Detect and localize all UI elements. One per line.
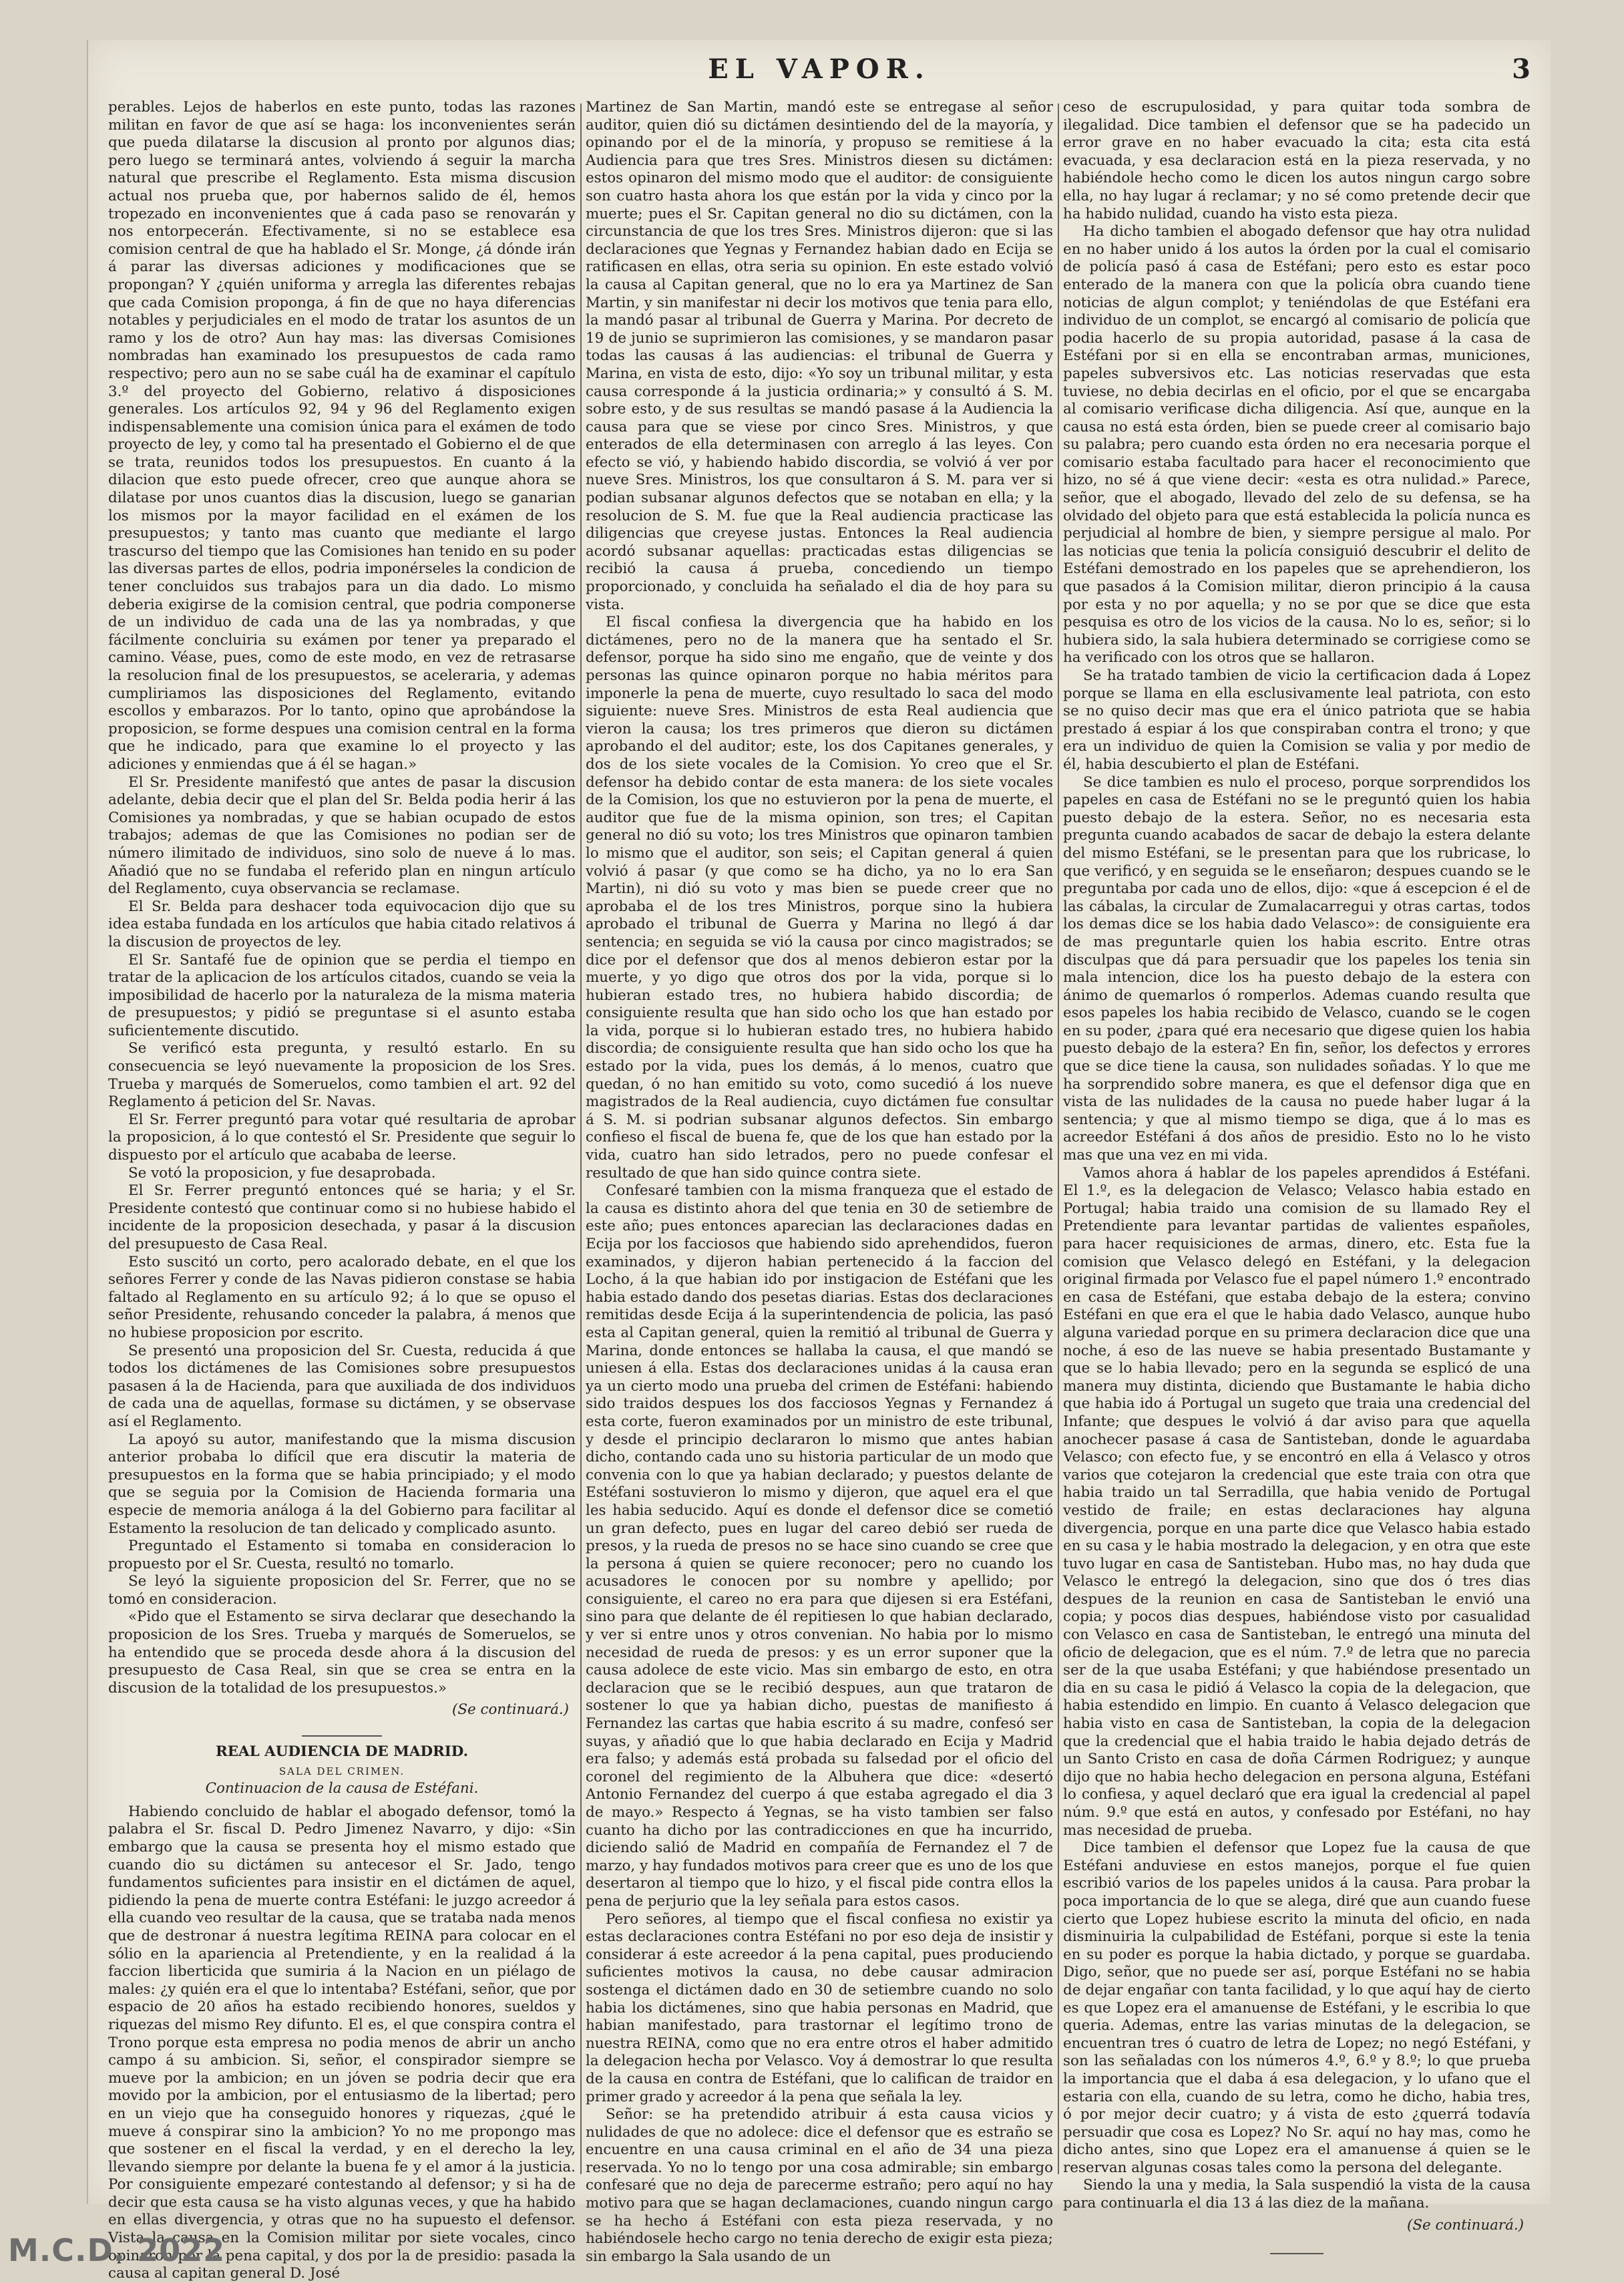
paragraph: El Sr. Presidente manifestó que antes de pasar la discusion adelante, debia decir que el plan del Sr. Belda podia herir á las Comisiones ya nombradas, y que se habian ocupado de estos trabajos; ademas de que las Comisiones no podian ser de número ilimitado de individuos, sino solo de nueve á lo mas. Añadió que no se fundaba el referido plan en ningun artículo del Reglamento, cuya observancia se reclamase. <box>108 773 576 898</box>
paragraph: El Sr. Santafé fue de opinion que se perdia el tiempo en tratar de la aplicacion de los artículos citados, cuando se veia la imposibilidad de hacerlo por la naturaleza de la misma materia de presupuestos; y pidió se preguntase si el asunto estaba suficientemente discutido. <box>108 951 576 1039</box>
continuation-note: (Se continuará.) <box>1407 2216 1524 2234</box>
paragraph: Se dice tambien es nulo el proceso, porque sorprendidos los papeles en casa de Estéfani no se le preguntó quien los habia puesto debajo de la estera. Señor, no es necesaria esta pregunta cuando acabados de sacar de debajo la estera delante del mismo Estéfani, se le presentan para que los rubricase, lo que verificó, y en seguida se le enseñaron; despues cuando se le preguntaba por cada uno de ellos, dijo: «que á escepcion é el de las cábalas, la circular de Zumalacarregui y otras cartas, todos los demas dice se los habia dado Velasco»: de consiguiente era de mas preguntarle quien los habia escrito. Entre otras disculpas que dá para persuadir que los papeles los tenia sin mala intencion, dice los ha puesto debajo de la estera con ánimo de quemarlos ó romperlos. Ademas cuando resulta que esos papeles los habia recibido de Velasco, cuando se le cogen en su poder, ¿para qué era necesario que digese quien los habia puesto debajo de la estera? En fin, señor, los defectos y errores que se dice tiene la causa, son nulidades soñadas. Y lo que me ha sorprendido sobre manera, es que el defensor diga que en vista de las nulidades de la causa no puede haber lugar á la sentencia; y que al mismo tiempo se diga, que á lo mas es acreedor Estéfani á dos años de presidio. Esto no lo he visto mas que una vez en mi vida. <box>1063 773 1531 1164</box>
continuation-note: (Se continuará.) <box>452 1701 569 1719</box>
column-rule <box>1058 104 1059 2174</box>
separator-rule <box>1270 2253 1324 2254</box>
paragraph: Confesaré tambien con la misma franqueza que el estado de la causa es distinto ahora del que tenia en 30 de setiembre de este año; pues entonces aparecian las declaraciones dadas en Ecija por los facciosos que habiendo sido aprehendidos, fueron examinados, y dijeron habian pertenecido á la faccion del Locho, á la que habian ido por instigacion de Estéfani que les habia estado dando dos pesetas diarias. Estas dos declaraciones remitidas desde Ecija á la superintendencia de policia, las pasó esta al Capitan general, quien la remitió al tribunal de Guerra y Marina, donde entonces se hallaba la causa, el que mandó se uniesen á ella. Estas dos declaraciones unidas á la causa eran ya un cierto modo una prueba del crimen de Estéfani: habiendo sido traidos despues los dos facciosos Yegnas y Fernandez á esta corte, fueron examinados por un ministro de este tribunal, y desde el principio declararon lo mismo que antes habian dicho, contando cada uno su historia particular de un modo que convenia con lo que ya habian declarado; y puestos delante de Estéfani sostuvieron lo mismo y dijeron, que aquel era el que les habia seducido. Aquí es donde el defensor dice se cometió un gran defecto, pues en lugar del careo debió ser rueda de presos, y la rueda de presos no se hace sino cuando se cree que la persona á quien se quiere reconocer; pero no cuando los acusadores le conocen por su nombre y apellido; por consiguiente, el careo no era para que dijesen si era Estéfani, sino para que delante de él repitiesen lo que habian declarado, y ver si entre unos y otros convenian. No habia por lo mismo necesidad de rueda de presos: y es un error suponer que la causa adolece de este vicio. Mas sin embargo de esto, en otra declaracion que se le recibió despues, aun que trataron de sostener lo que ya habian dicho, puestas de manifiesto á Fernandez las cartas que habia escrito á su madre, confesó ser suyas, y añadió que lo que habia declarado en Ecija y Madrid era falso; y además está probada su falsedad por el oficio del coronel del regimiento de la Albuhera que dice: «desertó Antonio Fernandez del cuerpo á que estaba agregado el dia 3 de mayo.» Respecto á Yegnas, se ha visto tambien ser falso cuanto ha dicho por las contradicciones en que ha incurrido, diciendo salió de Madrid en compañía de Fernandez el 7 de marzo, y hay fundados motivos para creer que es uno de los que desertaron al tiempo que lo hizo, y el fiscal pide contra ellos la pena de perjurio que la ley señala para estos casos. <box>586 1182 1053 1910</box>
paragraph: Se ha tratado tambien de vicio la certificacion dada á Lopez porque se llama en ella esclusivamente leal patriota, con esto se no quiso decir mas que era el único patriota que se habia prestado á espiar á los que conspiraban contra el trono; y que era un individuo de quien la Comision se valia y por medio de él, habia descubierto el plan de Estéfani. <box>1063 667 1531 773</box>
paragraph: El Sr. Ferrer preguntó para votar qué resultaria de aprobar la proposicion, á lo que contestó el Sr. Presidente que seguir lo dispuesto por el artículo que acababa de leerse. <box>108 1111 576 1164</box>
paragraph: Martinez de San Martin, mandó este se entregase al señor auditor, quien dió su dictámen desintiendo del de la mayoría, y opinando por el de la minoría, y propuso se remitiese á la Audiencia para que tres Sres. Ministros diesen su dictámen: estos opinaron del mismo modo que el auditor: de consiguiente son cuatro hasta ahora los que están por la vida y cinco por la muerte; pues el Sr. Capitan general no dio su dictámen, con la circunstancia de que los tres Sres. Ministros dijeron: que si las declaraciones que Yegnas y Fernandez habian dado en Ecija se ratificasen en ellas, otra seria su opinion. En este estado volvió la causa al Capitan general, que no lo era ya Martinez de San Martin, y sin manifestar ni decir los motivos que tenia para ello, la mandó pasar al tribunal de Guerra y Marina. Por decreto de 19 de junio se suprimieron las comisiones, y se mandaron pasar todas las causas á las audiencias: el tribunal de Guerra y Marina, en vista de esto, dijo: «Yo soy un tribunal militar, y esta causa corresponde á la justicia ordinaria;» y consultó á S. M. sobre esto, y de sus resultas se mandó pasase á la Audiencia la causa para que se viese por cinco Sres. Ministros, y que enterados de ella determinasen con arreglo á las leyes. Con efecto se vió, y habiendo habido discordia, se volvió á ver por nueve Sres. Ministros, los que consultaron á S. M. para ver si podian subsanar algunos defectos que se notaban en ella; y la resolucion de S. M. fue que la Real audiencia practicase las diligencias que creyese justas. Entonces la Real audiencia acordó subsanar aquellas: practicadas estas diligencias se recibió la causa á prueba, concediendo un tiempo proporcionado, y concluida ha señalado el dia de hoy para su vista. <box>586 99 1053 613</box>
section-continuation: Continuacion de la causa de Estéfani. <box>205 1780 479 1797</box>
page-number: 3 <box>1512 53 1531 85</box>
paragraph: Señor: se ha pretendido atribuir á esta causa vicios y nulidades de que no adolece: dice el defensor que es estraño se encuentre en una causa criminal en el año de 34 una pieza reservada. Yo no lo tengo por una cosa admirable; sin embargo confesaré que no deja de parecerme estraño; pero aquí no hay motivo para que se hagan declamaciones, cuando ningun cargo se ha hecho á Estéfani con esta pieza reservada, y no habiéndosele hecho cargo no tenia derecho de exigir esta pieza; sin embargo la Sala usando de un <box>586 2106 1053 2265</box>
paragraph: Se votó la proposicion, y fue desaprobada. <box>128 1164 436 1182</box>
page-header <box>88 53 1551 94</box>
paragraph: El Sr. Ferrer preguntó entonces qué se haria; y el Sr. Presidente contestó que continuar como si no hubiese habido el incidente de la proposicion desechada, y pasar á la discusion del presupuesto de Casa Real. <box>108 1182 576 1252</box>
masthead: EL VAPOR. <box>708 53 931 85</box>
paragraph: El fiscal confiesa la divergencia que ha habido en los dictámenes, pero no de la manera que ha sentado el Sr. defensor, porque ha sido sino me engaño, que de veinte y dos personas las quince opinaron porque no habia méritos para imponerle la pena de muerte, cuyo resultado lo saca del modo siguiente: nueve Sres. Ministros de esta Real audiencia que vieron la causa; los tres primeros que dieron su dictámen aprobando el del auditor; este, los dos Capitanes generales, y dos de los siete vocales de la Comision. Yo creo que el Sr. defensor ha debido contar de esta manera: de los siete vocales de la Comision, los que no estuvieron por la pena de muerte, el auditor que fue de la misma opinion, son tres; el Capitan general no dió su voto; los tres Ministros que opinaron tambien lo mismo que el auditor, son seis; el Capitan general á quien volvió á pasar (y que como se ha dicho, ya no lo era San Martin), ni dió su voto y mas bien se puede creer que no aprobaba el de los tres Ministros, porque sino la hubiera aprobado el tribunal de Guerra y Marina no llegó á dar sentencia; en seguida se vió la causa por cinco magistrados; se dice por el defensor que dos al menos debieron estar por la muerte, y yo digo que otros dos por la vida, porque si lo hubieran estado tres, no hubiera habido discordia; de consiguiente resulta que han sido ocho los que han estado por la vida, porque si lo hubieran estado tres, no hubiera habido discordia; de consiguiente resulta que han sido ocho los que ha estado por la vida, pues los demás, á lo menos, cuatro que quedan, ó no han emitido su voto, como sucedió á los nueve magistrados de la Real audiencia, cuyo dictámen fue consultar á S. M. si podrian subsanar algunos defectos. Sin embargo confieso el fiscal de buena fe, que de los que han estado por la vida, cuatro han sido letrados, pero no puede confesar el resultado de que han sido quince contra siete. <box>586 614 1053 1182</box>
paragraph: Siendo la una y media, la Sala suspendió la vista de la causa para continuarla el dia 13 á las diez de la mañana. <box>1063 2177 1531 2212</box>
paragraph: Pero señores, al tiempo que el fiscal confiesa no existir ya estas declaraciones contra Estéfani no por eso deja de insistir y considerar á este acreedor á la pena capital, pues produciendo suficientes motivos la causa, no debe causar admiracion sostenga el dictámen dado en 30 de setiembre cuando no solo habia los dictámenes, sino que habia personas en Madrid, que habian manifestado, para trastornar el legítimo trono de nuestra REINA, como que no era entre otros el haber admitido la delegacion hecha por Velasco. Voy á demostrar lo que resulta de la causa en contra de Estéfani, que lo califican de traidor en primer grado y acreedor á la pena que señala la ley. <box>586 1910 1053 2105</box>
separator-rule <box>302 1735 382 1737</box>
column-2 <box>586 99 1053 2265</box>
section-title: REAL AUDIENCIA DE MADRID. <box>215 1743 469 1761</box>
paragraph: «Pido que el Estamento se sirva declarar que desechando la proposicion de los Sres. Trueba y marqués de Someruelos, se ha entendido que se proceda desde ahora á la discusion del presupuesto de Casa Real, sin que se crea se entra en la discusion de la totalidad de los presupuestos.» <box>108 1608 576 1697</box>
paragraph: Dice tambien el defensor que Lopez fue la causa de que Estéfani anduviese en estos manejos, porque el fue quien escribió varios de los papeles unidos á la causa. Para probar la poca importancia de lo que se alega, diré que aun cuando fuese cierto que Lopez hubiese escrito la minuta del oficio, en nada disminuiria la culpabilidad de Estéfani, porque si este la tenia en su poder es porque la habia dictado, y porque se guardaba. Digo, señor, que no puede ser así, porque Estéfani no se habia de dejar engañar con tanta facilidad, y lo que aquí hay de cierto es que Lopez era el amanuense de Estéfani, y le escribia lo que queria. Ademas, entre las varias minutas de la delegacion, se encuentran tres ó cuatro de letra de Lopez; no negó Estéfani, y son las señaladas con los números 4.º, 6.º y 8.º; lo que prueba la importancia que el daba á esa delegacion, y lo ufano que el estaria con ella, cuando de su letra, como he dicho, habia tres, ó por mejor decir cuatro; y á vista de esto ¿querrá todavía persuadir que cosa es Lopez? No Sr. aquí no hay mas, como he dicho antes, sino que Lopez era el amanuense á quien se le reservan algunas cosas tales como la persona del delegante. <box>1063 1839 1531 2176</box>
column-3 <box>1063 99 1531 2234</box>
paragraph: Se leyó la siguiente proposicion del Sr. Ferrer, que no se tomó en consideracion. <box>108 1573 576 1608</box>
column-rule <box>580 104 582 2174</box>
paragraph: La apoyó su autor, manifestando que la misma discusion anterior probaba lo difícil que era discutir la materia de presupuestos en la forma que se habia principiado; y el modo que se seguia por la Comision de Hacienda formaria una especie de memoria análoga á la del Gobierno para facilitar al Estamento la resolucion de tan delicado y complicado asunto. <box>108 1431 576 1537</box>
section-subtitle: SALA DEL CRIMEN. <box>278 1765 405 1777</box>
paragraph: Se presentó una proposicion del Sr. Cuesta, reducida á que todos los dictámenes de las Comisiones sobre presupuestos pasasen á la de Hacienda, para que auxiliada de dos individuos de cada una de aquellas, formase su dictámen, y se observase así el Reglamento. <box>108 1342 576 1430</box>
paragraph: Preguntado el Estamento si tomaba en consideracion lo propuesto por el Sr. Cuesta, resultó no tomarlo. <box>108 1538 576 1572</box>
paragraph: Esto suscitó un corto, pero acalorado debate, en el que los señores Ferrer y conde de las Navas pidieron constase se habia faltado al Reglamento en su artículo 92; á lo que se opuso el señor Presidente, rehusando conceder la palabra, á menos que no hubiese proposicion por escrito. <box>108 1253 576 1341</box>
paragraph: El Sr. Belda para deshacer toda equivocacion dijo que su idea estaba fundada en los artículos que habia citado relativos á la discusion de proyectos de ley. <box>108 898 576 950</box>
paragraph: ceso de escrupulosidad, y para quitar toda sombra de ilegalidad. Dice tambien el defensor que se ha padecido un error grave en no haber evacuado la cita; esta cita está evacuada, y esa declaracion está en la pieza reservada, y no habiéndole hecho como le dicen los autos ningun cargo sobre ella, no hay lugar á reclamar; y no sé como pretende decir que ha habido nulidad, cuando ha visto esta pieza. <box>1063 99 1531 222</box>
paragraph: Se verificó esta pregunta, y resultó estarlo. En su consecuencia se leyó nuevamente la proposicion de los Sres. Trueba y marqués de Someruelos, como tambien el art. 92 del Reglamento á peticion del Sr. Navas. <box>108 1040 576 1111</box>
paragraph: perables. Lejos de haberlos en este punto, todas las razones militan en favor de que así se haga: los inconvenientes serán que pueda dilatarse la discusion al pronto por algunos dias; pero luego se terminará antes, volviendo á seguir la marcha natural que prescribe el Reglamento. Esta misma discusion actual nos prueba que, por habernos salido de él, hemos tropezado en inconvenientes que á cada paso se renovarán y nos entorpecerán. Efectivamente, si no se establece esa comision central de que ha hablado el Sr. Monge, ¿á dónde irán á parar las diversas adiciones y modificaciones que se propongan? Y ¿quién uniforma y arregla las diferentes rebajas que cada Comision proponga, á fin de que no haya diferencias notables y perjudiciales en el modo de tratar los asuntos de un ramo y los de otro? Aun hay mas: las diversas Comisiones nombradas han examinado los presupuestos de cada ramo respectivo; pero aun no se sabe cuál ha de examinar el capítulo 3.º del proyecto del Gobierno, relativo á disposiciones generales. Los artículos 92, 94 y 96 del Reglamento exigen indispensablemente una comision única para el exámen de todo proyecto de ley, y como tal ha presentado el Gobierno el de que se trata, reunidos todos los presupuestos. En cuanto á la dilacion que esto puede ofrecer, creo que aunque ahora se dilatase por unos cuantos dias la discusion, luego se ganarian los mismos por la mayor facilidad en el exámen de los presupuestos; y tanto mas cuanto que mediante el largo trascurso del tiempo que las Comisiones han tenido en su poder las diversas partes de ellos, podria imponérseles la condicion de tener concluidos sus trabajos para un dia dado. Lo mismo deberia exigirse de la comision central, que podria componerse de un individuo de cada una de las ya nombradas, y que fácilmente concluiria su exámen por tener ya preparado el camino. Véase, pues, como de este modo, en vez de retrasarse la resolucion final de los presupuestos, se aceleraria, y ademas cumpliriamos las disposiciones del Reglamento, evitando escollos y embarazos. Por lo tanto, opino que aprobándose la proposicion, se forme despues una comision central en la forma que he indicado, para que examine lo el proyecto y las adiciones y enmiendas que á él se hagan.» <box>108 99 576 773</box>
paragraph: Ha dicho tambien el abogado defensor que hay otra nulidad en no haber unido á los autos la órden por la cual el comisario de policía pasó á casa de Estéfani; pero esto es estar poco enterado de la manera con que la policía obra cuando tiene noticias de algun complot; y teniéndolas de que Estéfani era individuo de un complot, se encargó al comisario de policía que podia hacerlo de su propia autoridad, pasase á la casa de Estéfani por si en ella se encontraban armas, municiones, papeles subversivos etc. Las noticias reservadas que esta tuviese, no debia decirlas en el oficio, por el que se encargaba al comisario verificase dicha diligencia. Así que, aunque en la causa no está esta órden, bien se puede creer al comisario bajo su palabra; pero cuando esta órden no era necesaria porque el comisario estaba facultado para hacer el reconocimiento que hizo, no sé á que viene decir: «esta es otra nulidad.» Parece, señor, que el abogado, llevado del zelo de su defensa, se ha olvidado del objeto para que está establecida la policía nunca es perjudicial al hombre de bien, y siempre persigue al malo. Por las noticias que tenia la policía consiguió descubrir el delito de Estéfani demostrado en los papeles que se aprehendieron, los que pasados á la Comision militar, dieron principio á la causa por esta y no por aquella; y no se por que se dice que esta pesquisa es otro de los vicios de la causa. No lo es, señor; si lo hubiera sido, la sala hubiera determinado se corrigiese como se ha verificado con los otros que se hallaron. <box>1063 223 1531 667</box>
paragraph: Habiendo concluido de hablar el abogado defensor, tomó la palabra el Sr. fiscal D. Pedro Jimenez Navarro, y dijo: «Sin embargo que la causa se presenta hoy el mismo estado que cuando dio su dictámen su antecesor el Sr. Jado, tengo fundamentos suficientes para insistir en el dictámen de aquel, pidiendo la pena de muerte contra Estéfani: le juzgo acreedor á ella cuando veo resultar de la causa, que se trataba nada menos que de destronar á nuestra legítima REINA para colocar en el sólio en la apariencia al Pretendiente, y en la realidad á la faccion liberticida que sumiria á la Nacion en un piélago de males: ¿y quién era el que lo intentaba? Estéfani, señor, que por espacio de 20 años ha estado recibiendo honores, sueldos y riquezas del mismo Rey difunto. El es, el que conspira contra el Trono porque esta empresa no podia menos de abrir un ancho campo á su ambicion. Si, señor, el conspirador siempre se mueve por la ambicion; en un jóven se podria decir que era movido por la ambicion, por el entusiasmo de la libertad; pero en un viejo que ha conseguido honores y riquezas, ¿qué le mueve á conspirar sino la ambicion? Yo no me propongo mas que sostener en el fiscal la verdad, y en el derecho la ley, llevando siempre por delante la buena fe y el amor á la justicia. Por consiguiente empezaré contestando al defensor; y si ha de decir que esta causa se ha visto algunas veces, y que ha habido en ellas divergencia, y otras que no ha supuesto el defensor. Vista la causa en la Comision militar por siete vocales, cinco opinaron por la pena capital, y dos por la de presidio: pasada la causa al capitan general D. José <box>108 1803 576 2282</box>
paragraph: Vamos ahora á hablar de los papeles aprendidos á Estéfani. El 1.º, es la delegacion de Velasco; Velasco habia estado en Portugal; habia traido una comision de su llamado Rey el Pretendiente para levantar partidas de valientes españoles, para hacer requisiciones de armas, dinero, etc. Esta fue la comision que Velasco delegó en Estéfani, y la delegacion original firmada por Velasco fue el papel número 1.º encontrado en casa de Estéfani, que estaba debajo de la estera; convino Estéfani en que era el que le habia dado Velasco, aunque hubo alguna variedad porque en su primera declaracion dice que una noche, á eso de las nueve se habia presentado Bustamante y que se lo habia llevado; pero en la segunda se esplicó de una manera muy distinta, diciendo que Bustamante le habia dicho que habia ido á Portugal un sugeto que traia una credencial del Infante; que despues le volvió á dar aviso para que aquella anochecer pasase á casa de Santisteban, donde le aguardaba Velasco; con efecto fue, y se encontró en ella á Velasco y otros varios que cotejaron la credencial que este traia con otra que habia traido un tal Serradilla, que habia venido de Portugal vestido de fraile; en estas declaraciones hay alguna divergencia, porque en una parte dice que Velasco habia estado en su casa y le habia mostrado la delegacion, y en otra que este tuvo lugar en casa de Santisteban. Hubo mas, no hay duda que Velasco le entregó la delegacion, sino que dos ó tres dias despues de la reunion en casa de Santisteban le envió una copia; y pocos dias despues, habiéndose visto por casualidad con Velasco en casa de Santisteban, le entregó una minuta del oficio de delegacion, que es el núm. 7.º de letra que no parecia ser de la que usaba Estéfani; y que habiéndose presentado un dia en su casa le pidió á Velasco la copia de la delegacion, que habia estendido en limpio. En cuanto á Velasco delegacion que habia visto en casa de Santisteban, la copia de la delegacion que la credencial que el habia traido le habia dejado detrás de un Santo Cristo en casa de doña Cármen Rodriguez; y aunque dijo que no habia hecho delegacion en persona alguna, Estéfani lo confiesa, y aquel declaró que era igual la credencial al papel núm. 9.º que está en autos, y confesado por Estéfani, no hay mas necesidad de prueba. <box>1063 1164 1531 1839</box>
watermark: M.C.D. 2022 <box>8 2232 226 2268</box>
